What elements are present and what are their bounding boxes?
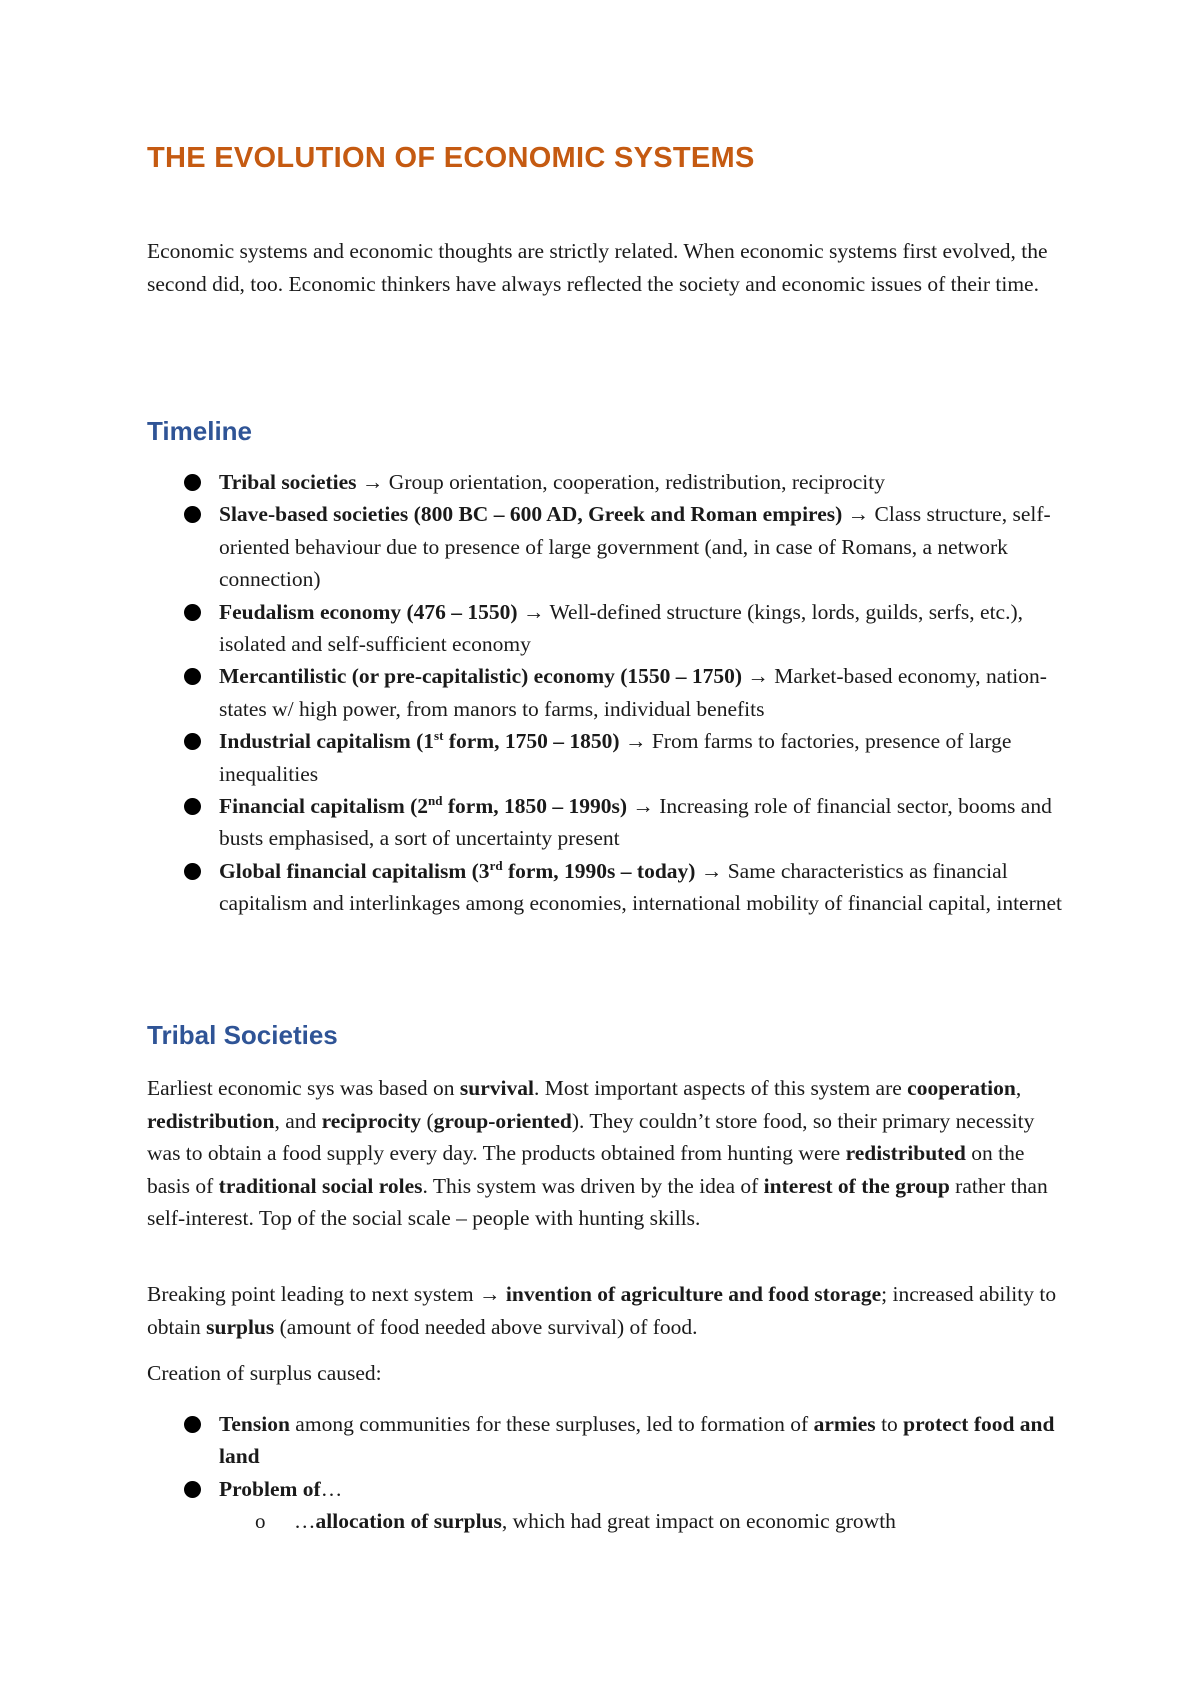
bullet-icon [184,733,201,750]
arrow-icon: → [361,470,384,494]
arrow-icon: → [847,502,870,527]
bullet-icon [184,863,201,880]
timeline-item-description: Well-defined structure (kings, lords, guilds, serfs, etc.), isolated and self-sufficient economy [219,599,1024,657]
timeline-item [147,725,1067,790]
intro-paragraph: Economic systems and economic thoughts are strictly related. When economic systems first evolved, the second did, too. Economic thinkers have always reflected the society and economic issues of their time. [147,239,1048,296]
timeline-item-era: Tribal societies [219,470,357,494]
timeline-item-description: Same characteristics as financial capitalism and interlinkages among economies, international mobility of financial capital, internet [219,858,1063,916]
surplus-sublist [147,1505,1067,1537]
timeline-item [147,596,1067,661]
bullet-icon [184,506,201,523]
surplus-effects-list [147,1408,1067,1505]
timeline-item-era: Feudalism economy (476 – 1550) [219,599,518,624]
timeline-item-description: Increasing role of financial sector, booms and busts emphasised, a sort of uncertainty present [219,794,1052,851]
arrow-icon: → [632,794,654,819]
arrow-icon: → [700,858,723,883]
bullet-icon [184,604,201,621]
timeline-item-era: Slave-based societies (800 BC – 600 AD, Greek and Roman empires) [219,502,843,527]
timeline-item-era: Mercantilistic (or pre-capitalistic) economy (1550 – 1750) [219,664,743,689]
document-title: THE EVOLUTION OF ECONOMIC SYSTEMS [147,142,755,174]
timeline-item [147,660,1067,725]
arrow-icon: → [624,729,647,754]
timeline-list [147,466,1067,920]
timeline-item-description: Class structure, self-oriented behaviour due to presence of large government (and, in case of Romans, a network connection) [219,502,1051,592]
bullet-icon [184,798,201,815]
timeline-item-era: Industrial capitalism (1st form, 1750 – 1850) [219,728,620,754]
timeline-item [147,855,1067,920]
list-item: Problem of… [147,1473,1067,1505]
bullet-icon [184,474,201,491]
timeline-item [147,790,1067,855]
timeline-item-description: Market-based economy, nation-states w/ high power, from manors to farms, individual benefits [219,664,1047,721]
bullet-icon [184,1481,201,1498]
timeline-item [147,466,1067,498]
arrow-icon: → [522,599,545,624]
arrow-icon: → [479,1282,501,1306]
list-item: Tension among communities for these surpluses, led to formation of armies to protect food and land [147,1408,1067,1473]
tribal-paragraph-3: Creation of surplus caused: [147,1361,382,1385]
sub-list-item: o …allocation of surplus, which had great impact on economic growth [147,1505,1067,1537]
timeline-heading: Timeline [147,416,253,446]
tribal-paragraph-1: Earliest economic sys was based on survival. Most important aspects of this system are cooperation, redistribution, and reciprocity (group-oriented). They couldn’t store food, so their primary necessity was to obtain a food supply every day. The products obtained from hunting were redistributed on the basis of traditional social roles. This system was driven by the idea of interest of the group rather than self-interest. Top of the social scale – people with hunting skills. [147,1076,1048,1230]
bullet-icon [184,668,201,685]
arrow-icon: → [747,664,769,689]
tribal-paragraph-2: Breaking point leading to next system → invention of agriculture and food storage; increased ability to obtain surplus (amount of food needed above survival) of food. [147,1282,1057,1339]
timeline-item [147,498,1067,595]
bullet-icon [184,1416,201,1433]
timeline-item-era: Financial capitalism (2nd form, 1850 – 1990s) [219,792,628,819]
circle-bullet-icon: o [255,1509,266,1533]
timeline-item-description: From farms to factories, presence of large inequalities [219,729,1012,786]
timeline-item-era: Global financial capitalism (3rd form, 1990s – today) [219,857,696,883]
tribal-societies-heading: Tribal Societies [147,1020,338,1050]
timeline-item-description: Group orientation, cooperation, redistribution, reciprocity [388,470,885,494]
